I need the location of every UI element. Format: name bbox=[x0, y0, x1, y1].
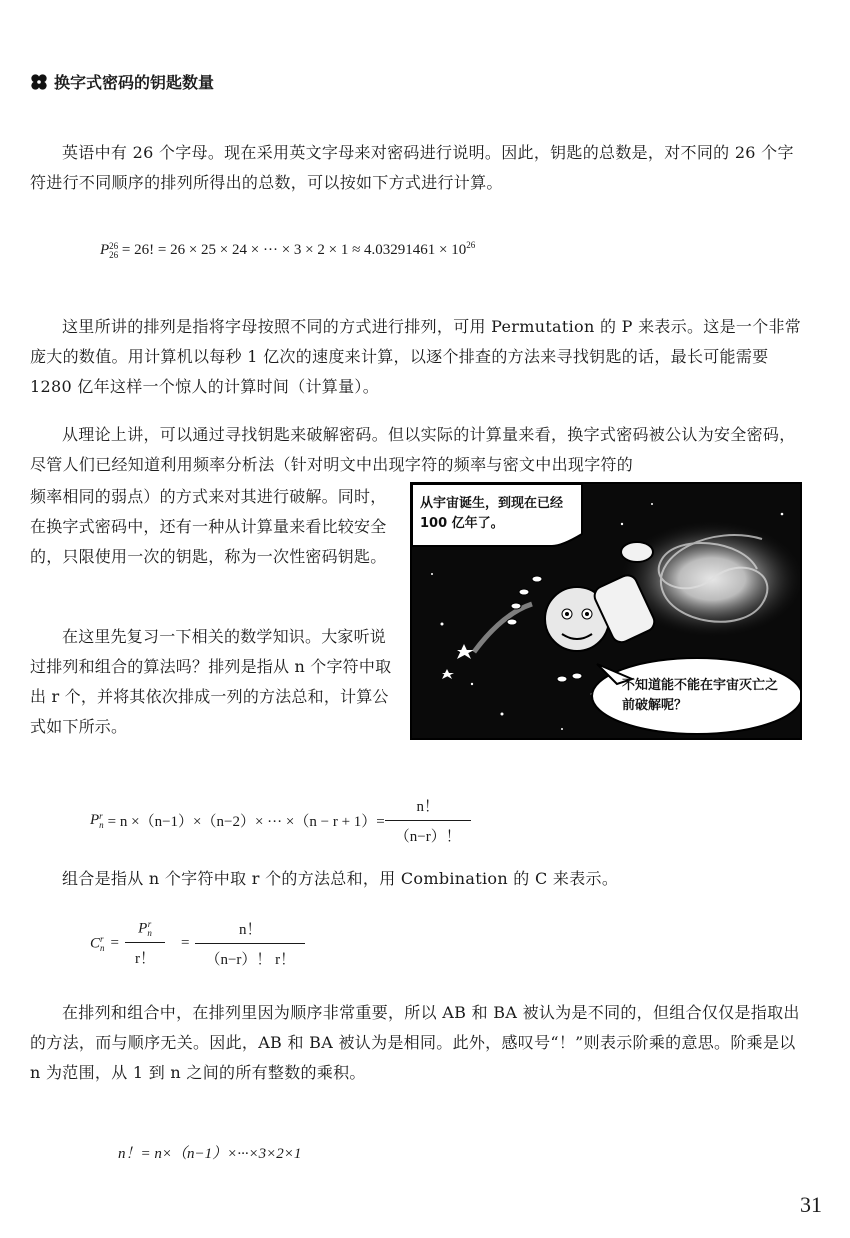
section-title: 换字式密码的钥匙数量 bbox=[54, 73, 215, 92]
clover-icon bbox=[30, 73, 48, 91]
paragraph-combination: 组合是指从 n 个字符中取 r 个的方法总和，用 Combination 的 C 来表示。 bbox=[62, 869, 619, 888]
combination-formula: C r n = P r n r！ = $\frac{n!}{(n-r)! r!}$ bbox=[90, 918, 305, 969]
paragraph-permutation-explain: 这里所讲的排列是指将字母按照不同的方式进行排列，可用 Permutation 的 P 来表示。这是一个非常庞大的数值。用计算机以每秒 1 亿次的速度来计算，以逐个排查的方法来寻找钥匙的话，最长可能需要 1280 亿年这样一个惊人的计算时间（计算量）。 bbox=[30, 317, 802, 396]
factorial-formula: n！= n×（n−1）×···×3×2×1 bbox=[118, 1146, 302, 1162]
comic-panel bbox=[410, 482, 802, 740]
paragraph-math-review: 在这里先复习一下相关的数学知识。大家听说过排列和组合的算法吗？排列是指从 n 个字符中取出 r 个，并将其依次排成一列的方法总和，计算公式如下所示。 bbox=[30, 627, 392, 736]
permutation-26-formula: P 26 26 = 26! = 26 × 25 × 24 × ··· × $3 \times 2 \times 1 \approx 4.03291461 \times 10^{26}$ bbox=[100, 240, 476, 260]
permutation-formula: P r n = n ×（n−1）×（n−2）× ··· ×（n − r + 1）= $\frac{n!}{(n-r)!}$ bbox=[90, 795, 471, 846]
speech-bubble-top: 从宇宙诞生，到现在已经 100 亿年了。 bbox=[420, 496, 564, 531]
paragraph-intro: 英语中有 26 个字母。现在采用英文字母来对密码进行说明。因此，钥匙的总数是，对不同的 26 个字符进行不同顺序的排列所得出的总数，可以按如下方式进行计算。 bbox=[30, 143, 794, 192]
paragraph-factorial: 在排列和组合中，在排列里因为顺序非常重要，所以 AB 和 BA 被认为是不同的，但组合仅仅是指取出的方法，而与顺序无关。因此，AB 和 BA 被认为是相同。此外，感叹号“！”则表示阶乘的意思。阶乘是以 n 为范围，从 1 到 n 之间的所有整数的乘积。 bbox=[30, 1003, 800, 1082]
paragraph-theory-continued: 频率相同的弱点）的方式来对其进行破解。同时，在换字式密码中，还有一种从计算量来看比较安全的，只限使用一次的钥匙，称为一次性密码钥匙。 bbox=[30, 487, 387, 566]
paragraph-theory: 从理论上讲，可以通过寻找钥匙来破解密码。但以实际的计算量来看，换字式密码被公认为安全密码，尽管人们已经知道利用频率分析法（针对明文中出现字符的频率与密文中出现字符的 bbox=[30, 425, 796, 474]
page-number: 31 bbox=[800, 1192, 822, 1217]
section-heading bbox=[30, 70, 214, 93]
speech-bubble-bottom: 不知道能不能在宇宙灭亡之前破解呢？ bbox=[622, 678, 779, 713]
